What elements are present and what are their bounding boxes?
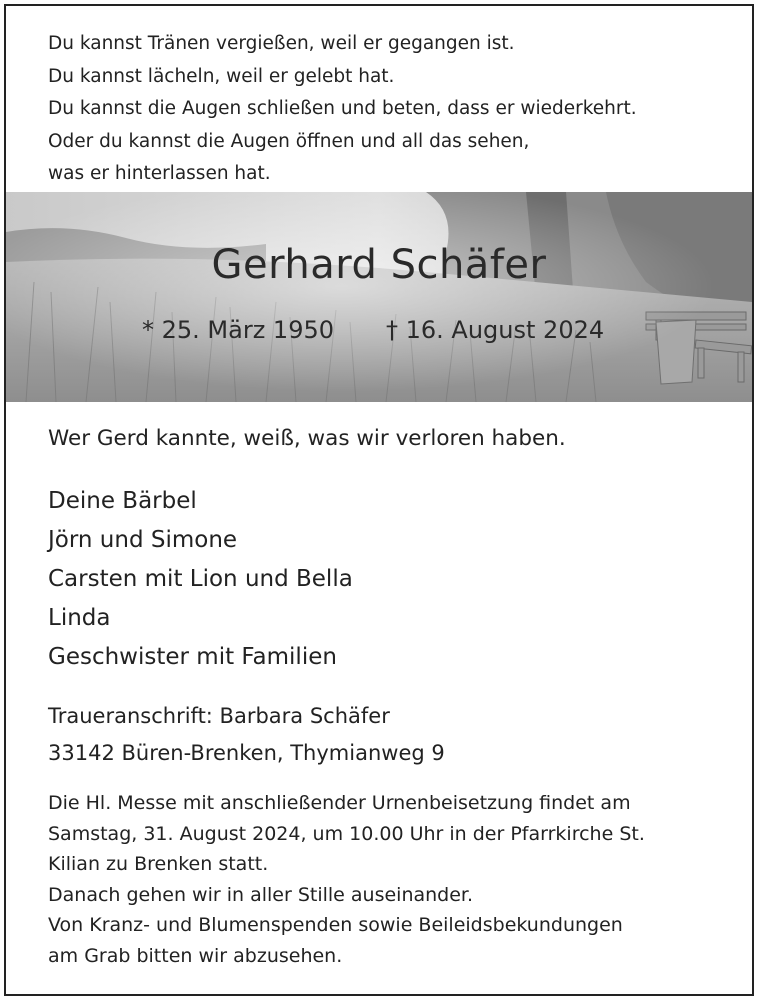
landscape-photo xyxy=(6,192,752,402)
mourner: Linda xyxy=(48,605,111,631)
address-line: Traueranschrift: Barbara Schäfer xyxy=(48,704,390,728)
mourner: Jörn und Simone xyxy=(48,527,238,553)
meadow-bench-image xyxy=(6,192,752,402)
notice-line: Samstag, 31. August 2024, um 10.00 Uhr in der Pfarrkirche St. xyxy=(48,822,645,845)
mourner: Carsten mit Lion und Bella xyxy=(48,566,353,592)
birth-date: * 25. März 1950 xyxy=(142,316,335,344)
notice-line: Von Kranz- und Blumenspenden sowie Beileidsbekundungen xyxy=(48,914,623,937)
mourner: Deine Bärbel xyxy=(48,488,197,514)
address-line: 33142 Büren-Brenken, Thymianweg 9 xyxy=(48,741,445,765)
notice-line: Die Hl. Messe mit anschließender Urnenbeisetzung findet am xyxy=(48,792,631,814)
poem xyxy=(48,28,637,191)
obituary-frame xyxy=(4,4,754,996)
deceased-name: Gerhard Schäfer xyxy=(211,242,547,288)
notice-line: Danach gehen wir in aller Stille auseinander. xyxy=(48,883,474,906)
death-date: † 16. August 2024 xyxy=(386,316,605,344)
poem-line: was er hinterlassen hat. xyxy=(48,163,271,184)
poem-line: Oder du kannst die Augen öffnen und all das sehen, xyxy=(48,130,530,152)
memorial-quote: Wer Gerd kannte, weiß, was wir verloren haben. xyxy=(48,426,566,451)
poem-line: Du kannst lächeln, weil er gelebt hat. xyxy=(48,65,395,87)
mourners-list xyxy=(48,482,353,677)
notice-line: Kilian zu Brenken statt. xyxy=(48,853,269,876)
poem-line: Du kannst Tränen vergießen, weil er gegangen ist. xyxy=(48,33,515,54)
poem-line: Du kannst die Augen schließen und beten, dass er wiederkehrt. xyxy=(48,98,637,119)
funeral-notice xyxy=(48,788,645,972)
mourner: Geschwister mit Familien xyxy=(48,644,337,670)
notice-line: am Grab bitten wir abzusehen. xyxy=(48,944,343,967)
mourning-address xyxy=(48,698,445,772)
